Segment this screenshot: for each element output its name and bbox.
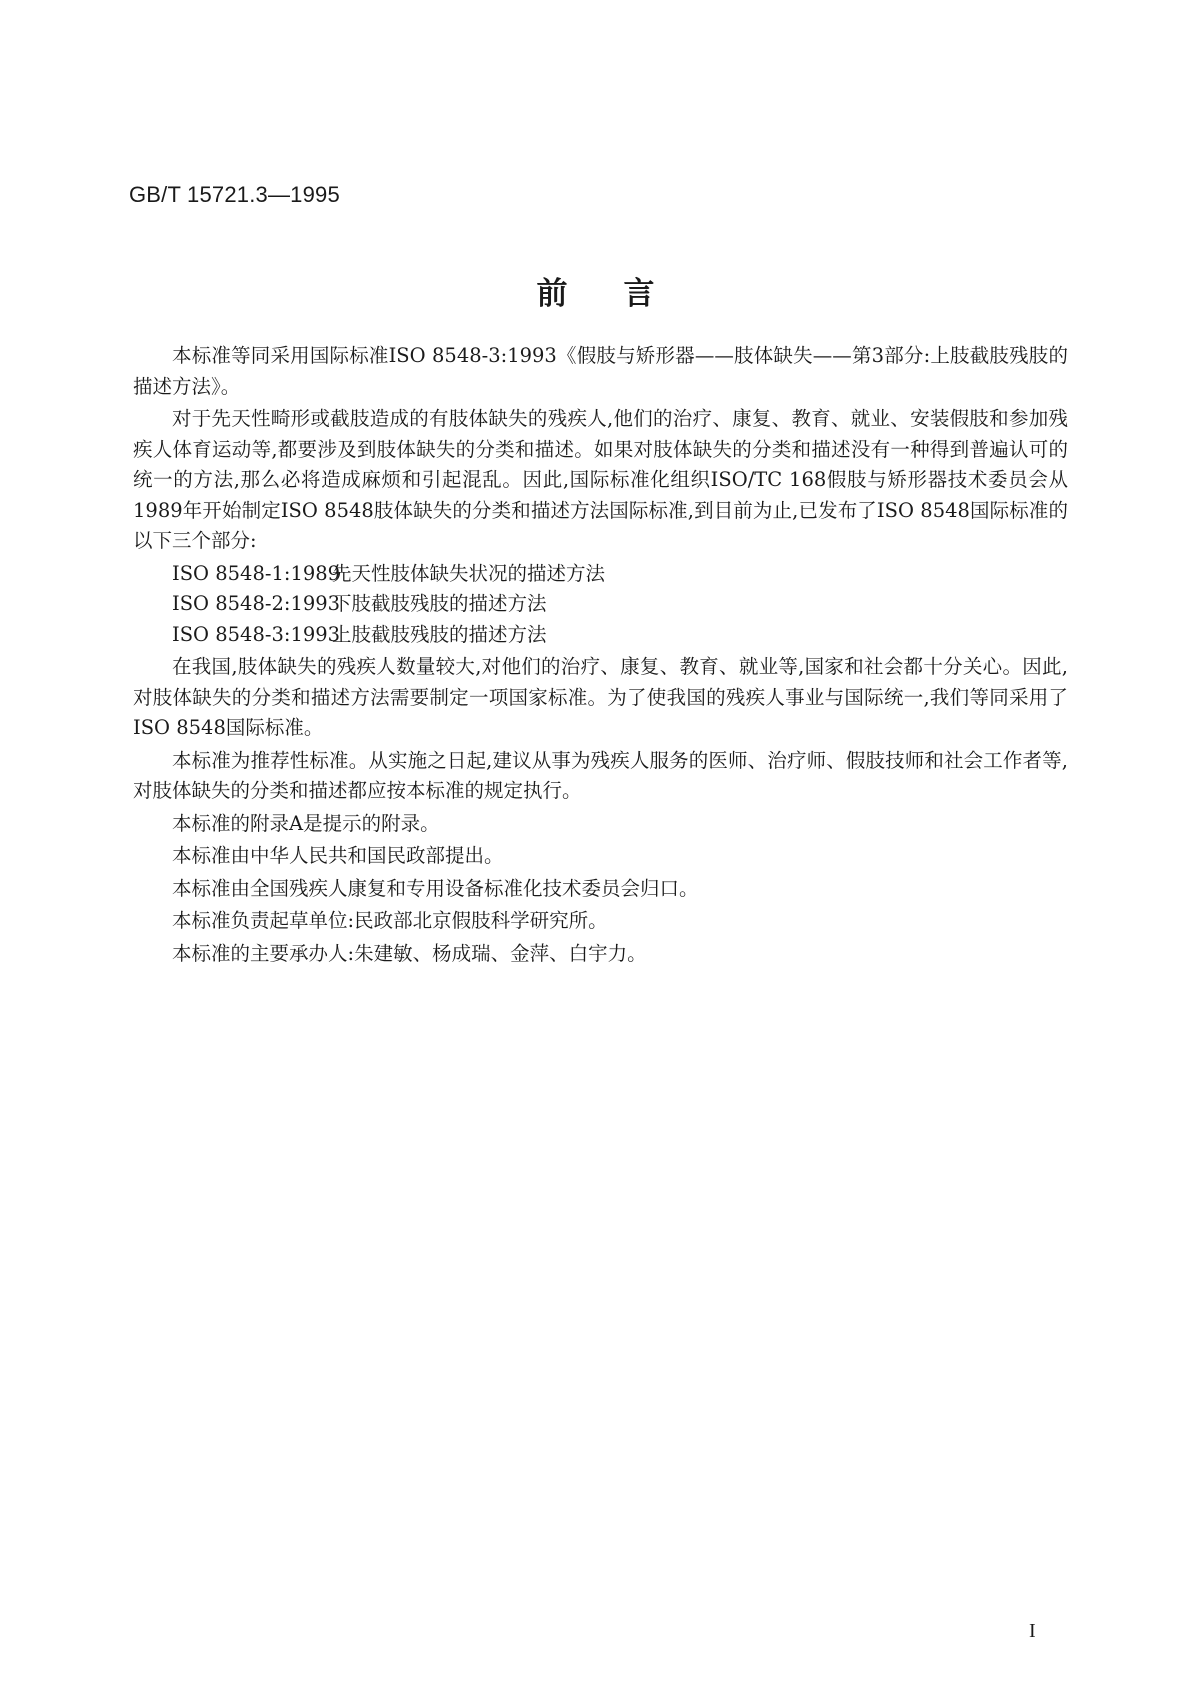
paragraph-annex: 本标准的附录A是提示的附录。 (172, 811, 440, 835)
list-item (133, 589, 1068, 620)
iso-parts-list (133, 559, 1068, 651)
part-title: 下肢截肢残肢的描述方法 (332, 592, 547, 615)
paragraph-recommendation: 本标准为推荐性标准。从实施之日起,建议从事为残疾人服务的医师、治疗师、假肢技师和社会工作者等,对肢体缺失的分类和描述都应按本标准的规定执行。 (133, 748, 1068, 802)
page-number: I (1029, 1620, 1036, 1642)
standard-code: GB/T 15721.3—1995 (129, 182, 340, 207)
part-code: ISO 8548-1:1989 (172, 561, 341, 585)
paragraph-background: 对于先天性畸形或截肢造成的有肢体缺失的残疾人,他们的治疗、康复、教育、就业、安装假肢和参加残疾人体育运动等,都要涉及到肢体缺失的分类和描述。如果对肢体缺失的分类和描述没有一种得到普遍认可的统一的方法,那么必将造成麻烦和引起混乱。因此,国际标准化组织ISO/TC 168假肢与矫形器技术委员会从1989年开始制定ISO 8548肢体缺失的分类和描述方法国际标准,到目前为止,已发布了ISO 8548国际标准的以下三个部分: (133, 407, 1068, 552)
paragraph-drafters: 本标准的主要承办人:朱建敏、杨成瑞、金萍、白宇力。 (172, 941, 647, 965)
list-item (133, 559, 1068, 590)
document-body (133, 341, 1068, 969)
part-code: ISO 8548-3:1993 (172, 622, 341, 646)
paragraph-proposer: 本标准由中华人民共和国民政部提出。 (172, 844, 504, 867)
paragraph-committee: 本标准由全国残疾人康复和专用设备标准化技术委员会归口。 (172, 876, 699, 900)
part-title: 先天性肢体缺失状况的描述方法 (332, 561, 606, 585)
paragraph-national-need: 在我国,肢体缺失的残疾人数量较大,对他们的治疗、康复、教育、就业等,国家和社会都十分关心。因此,对肢体缺失的分类和描述方法需要制定一项国家标准。为了使我国的残疾人事业与国际统一,我们等同采用了ISO 8548国际标准。 (133, 655, 1068, 739)
list-item (133, 620, 1068, 651)
part-code: ISO 8548-2:1993 (172, 592, 341, 615)
part-title: 上肢截肢残肢的描述方法 (332, 622, 547, 646)
page-title: 前言 (536, 276, 711, 312)
paragraph-drafting-unit: 本标准负责起草单位:民政部北京假肢科学研究所。 (172, 909, 608, 932)
paragraph-adoption: 本标准等同采用国际标准ISO 8548-3:1993《假肢与矫形器——肢体缺失——第3部分:上肢截肢残肢的描述方法》。 (133, 344, 1068, 398)
